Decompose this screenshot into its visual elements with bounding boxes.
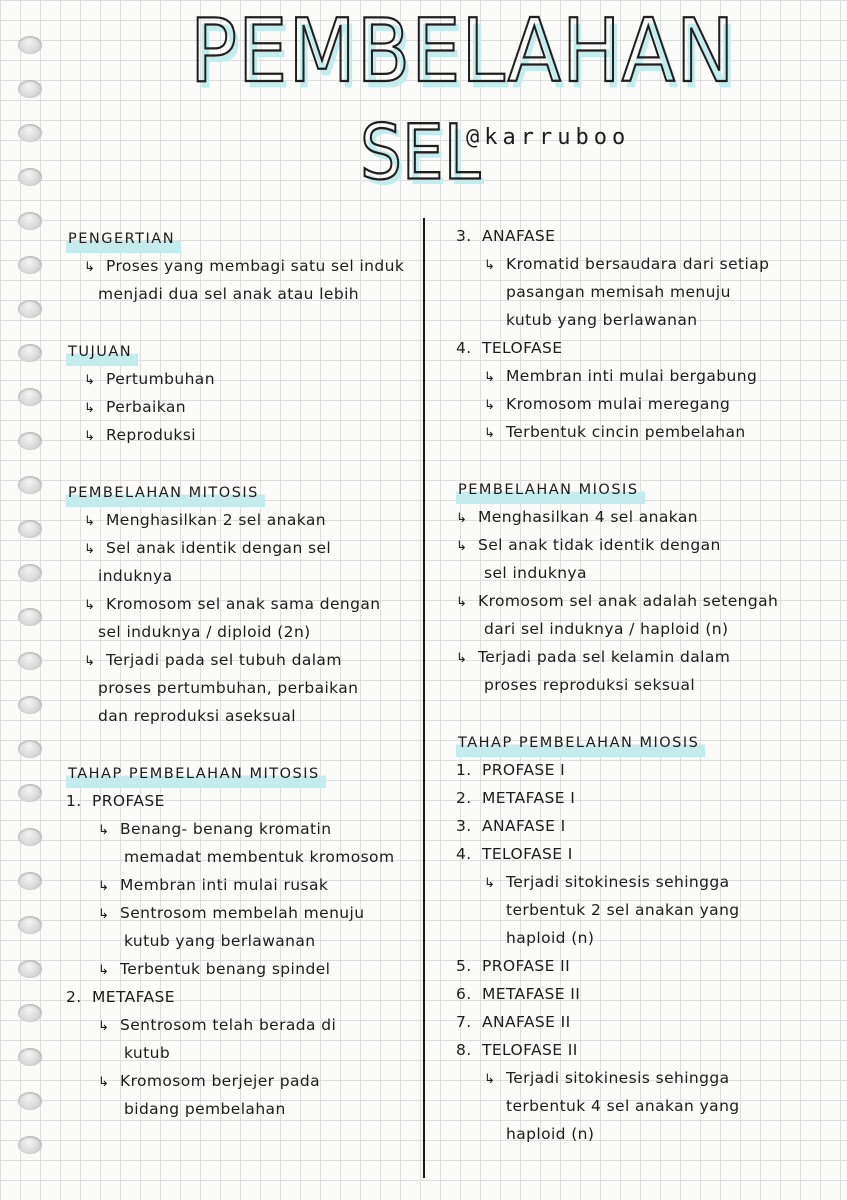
- binder-hole: [18, 1004, 42, 1022]
- binder-hole: [18, 1048, 42, 1066]
- binder-hole: [18, 652, 42, 670]
- list-item-cont: sel induknya / diploid (2n): [98, 623, 311, 641]
- binder-hole: [18, 388, 42, 406]
- arrow-icon: ↳: [484, 370, 496, 385]
- list-item-cont: kutub: [124, 1044, 171, 1062]
- section-heading-tahap-mitosis: TAHAP PEMBELAHAN MITOSIS: [66, 760, 326, 788]
- step-number: 4.: [456, 845, 472, 863]
- binder-hole: [18, 740, 42, 758]
- step-name: TELOFASE I: [482, 845, 573, 863]
- step-note: Terjadi sitokinesis sehingga: [506, 873, 730, 891]
- arrow-icon: ↳: [84, 542, 96, 557]
- list-item: Kromosom sel anak sama dengan: [106, 595, 381, 613]
- step-name: ANAFASE I: [482, 817, 566, 835]
- arrow-icon: ↳: [98, 823, 110, 838]
- list-item: Sel anak tidak identik dengan: [478, 536, 721, 554]
- phase-name: ANAFASE: [482, 227, 556, 245]
- phase-number: 1.: [66, 792, 82, 810]
- arrow-icon: ↳: [84, 429, 96, 444]
- step-name: ANAFASE II: [482, 1013, 571, 1031]
- list-item-cont: induknya: [98, 567, 173, 585]
- list-item: Terjadi pada sel kelamin dalam: [478, 648, 731, 666]
- arrow-icon: ↳: [484, 398, 496, 413]
- arrow-icon: ↳: [84, 401, 96, 416]
- phase-number: 3.: [456, 227, 472, 245]
- list-item-cont: pasangan memisah menuju: [506, 283, 731, 301]
- step-number: 1.: [456, 761, 472, 779]
- binder-hole: [18, 1092, 42, 1110]
- binder-hole: [18, 696, 42, 714]
- right-column: [456, 222, 826, 1148]
- step-name: PROFASE II: [482, 957, 571, 975]
- step-number: 6.: [456, 985, 472, 1003]
- arrow-icon: ↳: [98, 1075, 110, 1090]
- binder-hole: [18, 608, 42, 626]
- step-note-cont: terbentuk 2 sel anakan yang: [506, 901, 740, 919]
- binder-hole: [18, 828, 42, 846]
- section-heading-mitosis: PEMBELAHAN MITOSIS: [66, 479, 265, 507]
- arrow-icon: ↳: [456, 511, 468, 526]
- phase-number: 2.: [66, 988, 82, 1006]
- list-item-cont: memadat membentuk kromosom: [124, 848, 395, 866]
- list-item: Sentrosom telah berada di: [120, 1016, 337, 1034]
- binder-hole: [18, 124, 42, 142]
- page-title-sel: SEL: [360, 108, 481, 197]
- arrow-icon: ↳: [98, 879, 110, 894]
- phase-name: PROFASE: [92, 792, 165, 810]
- list-item-cont: proses pertumbuhan, perbaikan: [98, 679, 359, 697]
- step-number: 8.: [456, 1041, 472, 1059]
- arrow-icon: ↳: [98, 963, 110, 978]
- section-heading-pengertian: PENGERTIAN: [66, 225, 181, 253]
- arrow-icon: ↳: [456, 651, 468, 666]
- list-item: Perbaikan: [106, 398, 186, 416]
- list-item-cont: sel induknya: [484, 564, 587, 582]
- step-name: METAFASE II: [482, 985, 581, 1003]
- list-item: Menghasilkan 4 sel anakan: [478, 508, 699, 526]
- step-note-cont: haploid (n): [506, 929, 595, 947]
- list-item: Terbentuk cincin pembelahan: [506, 423, 746, 441]
- list-item: Terjadi pada sel tubuh dalam: [106, 651, 342, 669]
- arrow-icon: ↳: [456, 539, 468, 554]
- arrow-icon: ↳: [98, 907, 110, 922]
- binder-hole: [18, 168, 42, 186]
- list-item: Membran inti mulai rusak: [120, 876, 329, 894]
- binder-hole: [18, 1136, 42, 1154]
- list-item: Kromosom mulai meregang: [506, 395, 731, 413]
- note-line: menjadi dua sel anak atau lebih: [98, 285, 360, 303]
- binder-hole: [18, 432, 42, 450]
- arrow-icon: ↳: [484, 1072, 496, 1087]
- binder-hole: [18, 344, 42, 362]
- binder-hole: [18, 960, 42, 978]
- list-item-cont: dan reproduksi aseksual: [98, 707, 296, 725]
- list-item: Kromosom berjejer pada: [120, 1072, 321, 1090]
- step-number: 5.: [456, 957, 472, 975]
- binder-hole: [18, 300, 42, 318]
- list-item: Kromatid bersaudara dari setiap: [506, 255, 770, 273]
- binder-hole: [18, 520, 42, 538]
- section-heading-miosis: PEMBELAHAN MIOSIS: [456, 476, 645, 504]
- step-name: TELOFASE II: [482, 1041, 578, 1059]
- step-note-cont: haploid (n): [506, 1125, 595, 1143]
- step-number: 3.: [456, 817, 472, 835]
- list-item: Benang- benang kromatin: [120, 820, 332, 838]
- list-item: Pertumbuhan: [106, 370, 215, 388]
- step-note: Terjadi sitokinesis sehingga: [506, 1069, 730, 1087]
- arrow-icon: ↳: [484, 426, 496, 441]
- list-item-cont: proses reproduksi seksual: [484, 676, 696, 694]
- list-item-cont: dari sel induknya / haploid (n): [484, 620, 729, 638]
- author-handle: @karruboo: [466, 125, 631, 150]
- binder-hole: [18, 564, 42, 582]
- arrow-icon: ↳: [456, 595, 468, 610]
- column-divider: [423, 218, 425, 1178]
- binder-holes: [0, 0, 60, 1200]
- step-note-cont: terbentuk 4 sel anakan yang: [506, 1097, 740, 1115]
- list-item: Membran inti mulai bergabung: [506, 367, 758, 385]
- binder-hole: [18, 872, 42, 890]
- list-item: Sentrosom membelah menuju: [120, 904, 365, 922]
- binder-hole: [18, 36, 42, 54]
- list-item: Sel anak identik dengan sel: [106, 539, 332, 557]
- binder-hole: [18, 212, 42, 230]
- binder-hole: [18, 784, 42, 802]
- step-number: 2.: [456, 789, 472, 807]
- section-heading-tahap-miosis: TAHAP PEMBELAHAN MIOSIS: [456, 729, 705, 757]
- arrow-icon: ↳: [84, 373, 96, 388]
- phase-name: METAFASE: [92, 988, 175, 1006]
- step-name: PROFASE I: [482, 761, 566, 779]
- binder-hole: [18, 916, 42, 934]
- arrow-icon: ↳: [84, 260, 96, 275]
- list-item: Terbentuk benang spindel: [120, 960, 331, 978]
- list-item-cont: bidang pembelahan: [124, 1100, 286, 1118]
- binder-hole: [18, 80, 42, 98]
- arrow-icon: ↳: [84, 598, 96, 613]
- section-heading-tujuan: TUJUAN: [66, 338, 138, 366]
- page-title: PEMBELAHAN: [190, 1, 736, 103]
- arrow-icon: ↳: [98, 1019, 110, 1034]
- left-column: [66, 224, 416, 1123]
- step-name: METAFASE I: [482, 789, 576, 807]
- list-item-cont: kutub yang berlawanan: [506, 311, 698, 329]
- binder-hole: [18, 476, 42, 494]
- binder-hole: [18, 256, 42, 274]
- list-item: Menghasilkan 2 sel anakan: [106, 511, 327, 529]
- arrow-icon: ↳: [84, 654, 96, 669]
- note-line: Proses yang membagi satu sel induk: [106, 257, 405, 275]
- phase-name: TELOFASE: [482, 339, 563, 357]
- step-number: 7.: [456, 1013, 472, 1031]
- list-item: Kromosom sel anak adalah setengah: [478, 592, 779, 610]
- arrow-icon: ↳: [84, 514, 96, 529]
- phase-number: 4.: [456, 339, 472, 357]
- arrow-icon: ↳: [484, 258, 496, 273]
- list-item-cont: kutub yang berlawanan: [124, 932, 316, 950]
- list-item: Reproduksi: [106, 426, 196, 444]
- arrow-icon: ↳: [484, 876, 496, 891]
